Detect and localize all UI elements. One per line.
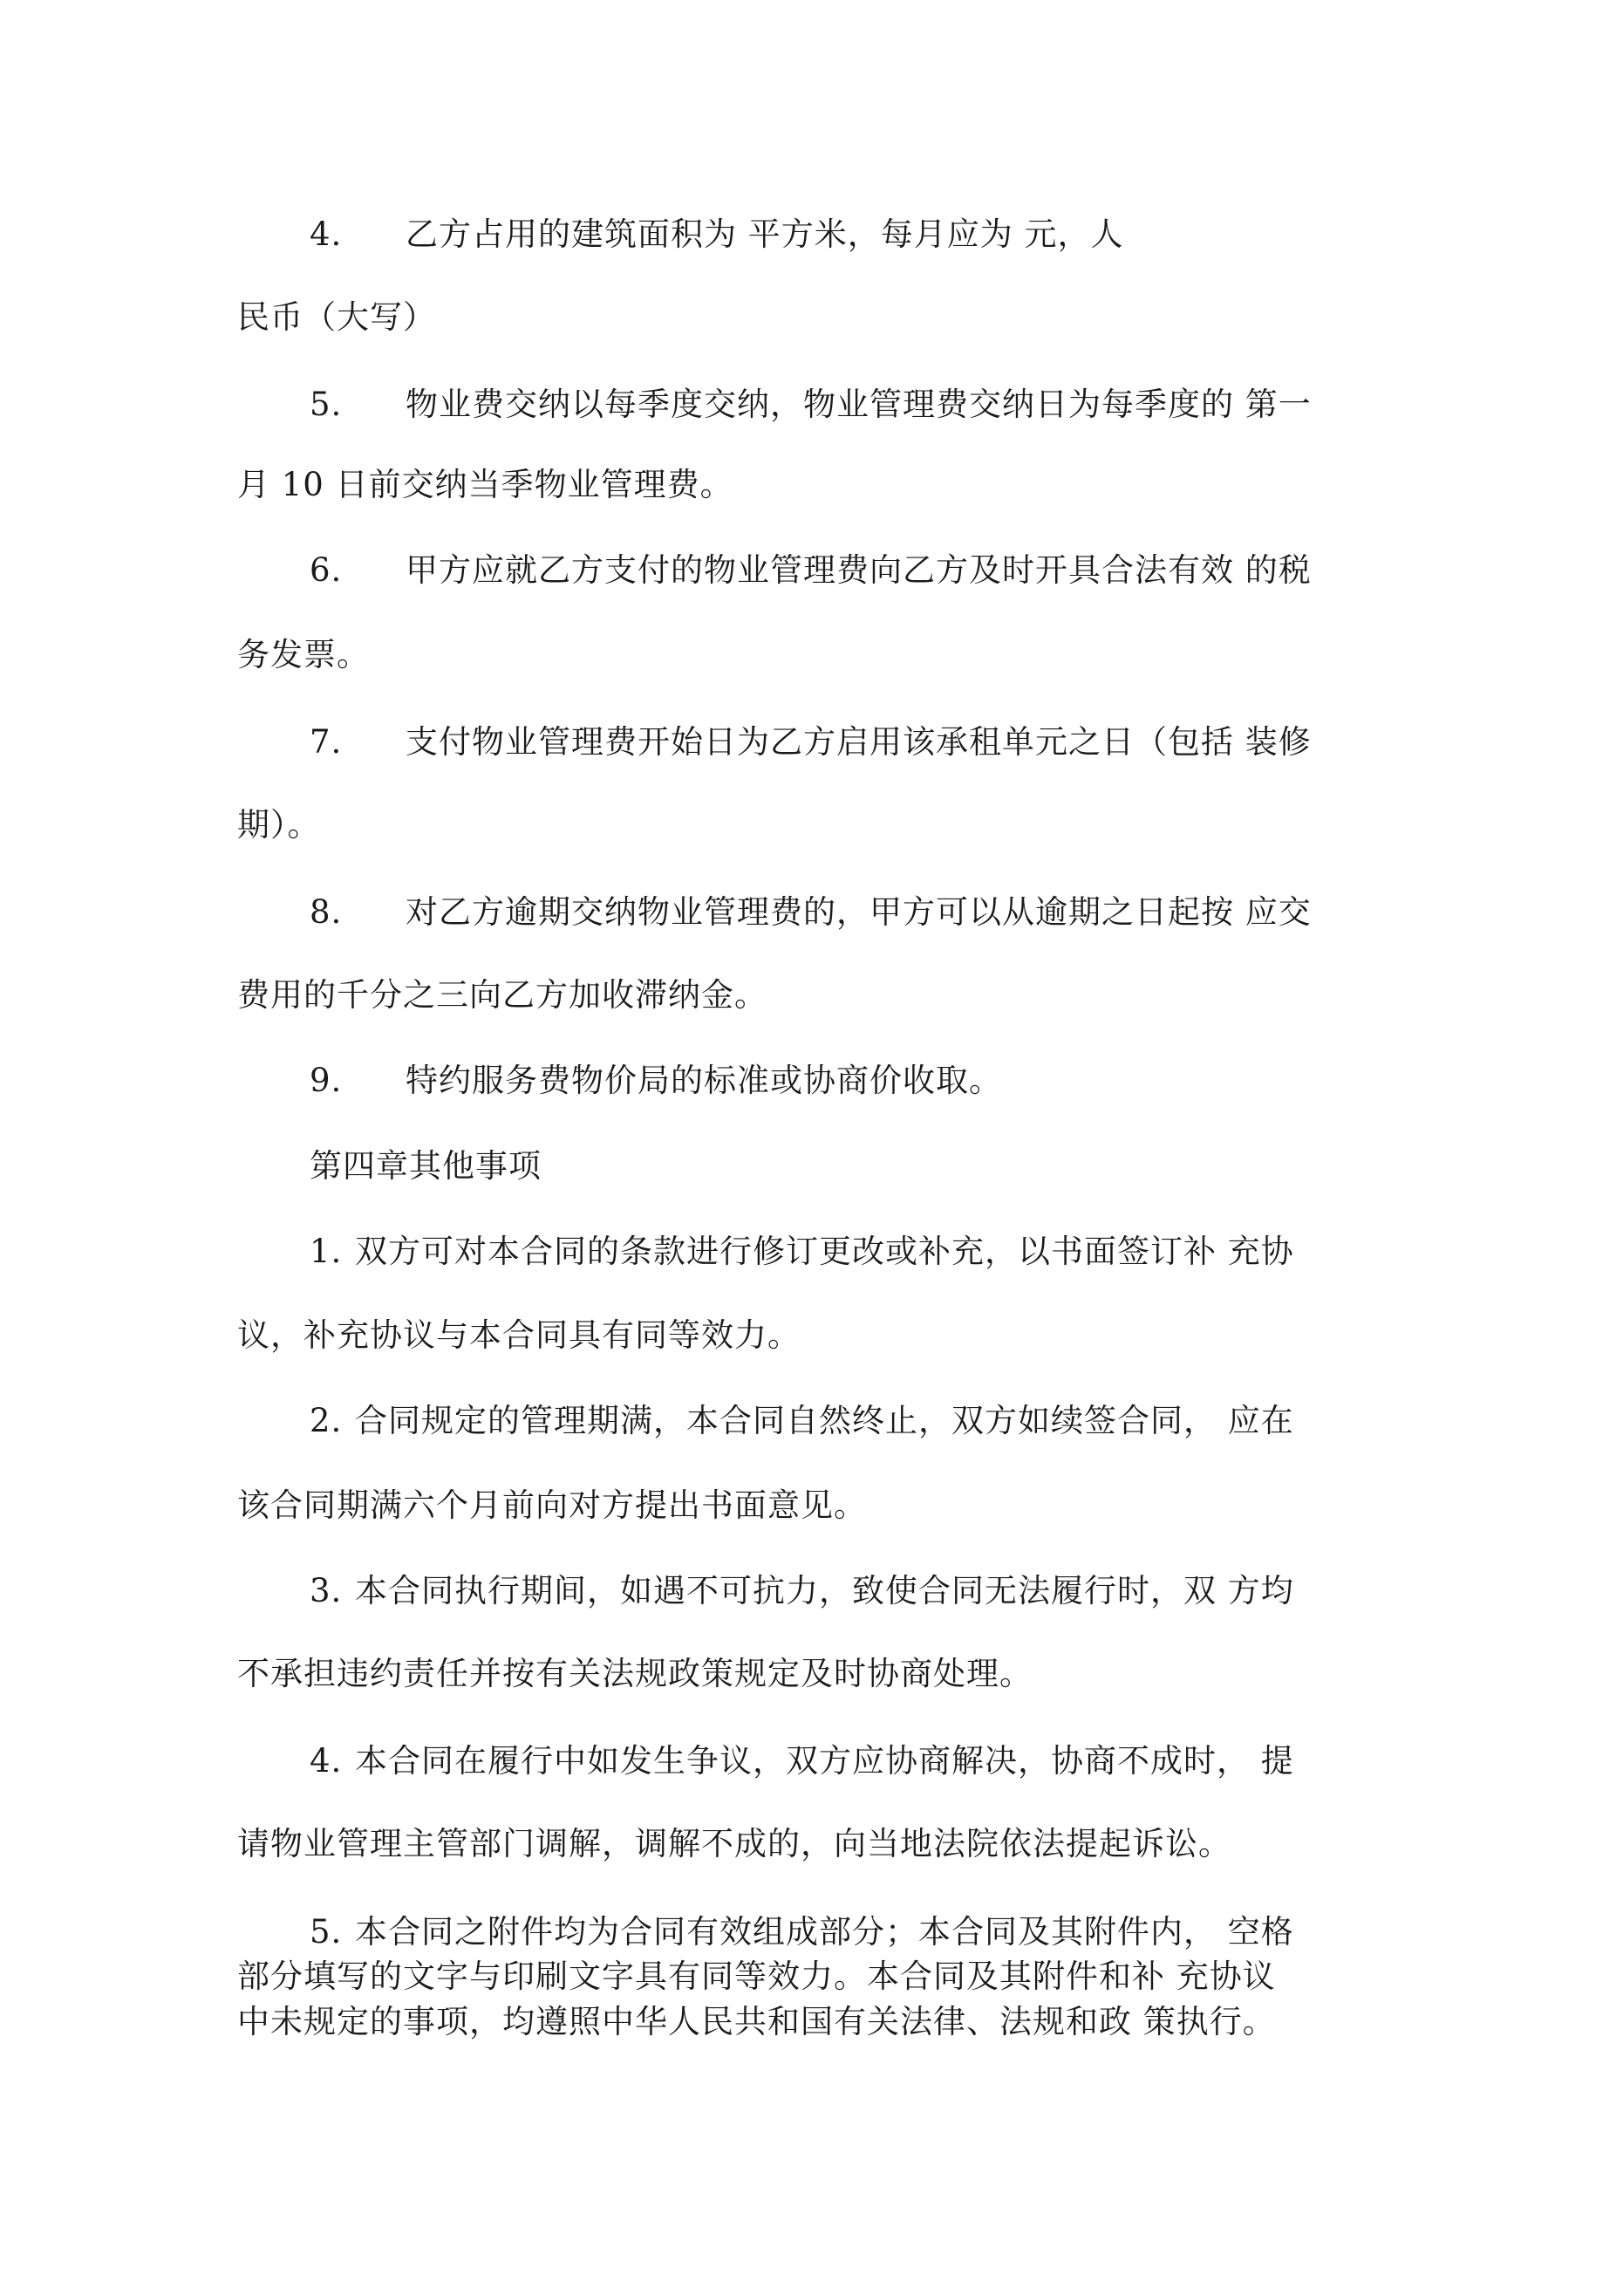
clause-text: 物业费交纳以每季度交纳，物业管理费交纳日为每季度的 第一: [406, 386, 1312, 423]
clause-text: 议，补充协议与本合同具有同等效力。: [237, 1316, 801, 1354]
clause-text: 部分填写的文字与印刷文字具有同等效力。本合同及其附件和补 充协议: [237, 1958, 1276, 1995]
clause-number: 1.: [310, 1233, 343, 1270]
clause-text: 请物业管理主管部门调解，调解不成的，向当地法院依法提起诉讼。: [237, 1825, 1231, 1862]
clause-3-7: [310, 723, 1312, 761]
clause-number: 2.: [310, 1402, 343, 1439]
clause-text: 合同规定的管理期满，本合同自然终止，双方如续签合同， 应在: [355, 1402, 1294, 1439]
clause-number: 5.: [310, 386, 343, 423]
clause-4-3: [310, 1572, 1294, 1609]
clause-3-6-cont: [237, 636, 370, 673]
clause-number: 4.: [310, 215, 343, 253]
clause-text: 期）。: [237, 806, 321, 844]
clause-3-9: [310, 1064, 1002, 1097]
clause-text: 该合同期满六个月前向对方提出书面意见。: [237, 1486, 867, 1524]
clause-3-7-cont: [237, 806, 321, 844]
clause-text: 本合同执行期间，如遇不可抗力，致使合同无法履行时，双 方均: [355, 1572, 1294, 1609]
clause-text: 对乙方逾期交纳物业管理费的，甲方可以从逾期之日起按 应交: [406, 893, 1312, 931]
clause-4-1-cont: [237, 1316, 801, 1354]
clause-4-2: [310, 1404, 1294, 1437]
clause-4-4: [310, 1742, 1294, 1780]
clause-4-2-cont: [237, 1486, 867, 1524]
clause-text: 本合同之附件均为合同有效组成部分；本合同及其附件内， 空格: [355, 1913, 1294, 1951]
clause-3-8: [310, 893, 1312, 931]
chapter-title: 第四章其他事项: [310, 1147, 542, 1185]
clause-3-4-cont: [237, 298, 436, 336]
clause-text: 中未规定的事项，均遵照中华人民共和国有关法律、法规和政 策执行。: [237, 2003, 1276, 2040]
clause-text: 双方可对本合同的条款进行修订更改或补充，以书面签订补 充协: [355, 1233, 1294, 1270]
chapter-4-heading: [310, 1147, 542, 1185]
clause-text: 民币（大写）: [237, 298, 436, 336]
clause-4-1: [310, 1235, 1294, 1268]
clause-3-4: [310, 215, 1124, 253]
clause-number: 8.: [310, 893, 343, 931]
clause-number: 3.: [310, 1572, 343, 1609]
clause-4-5: [310, 1913, 1294, 1951]
clause-4-3-cont: [237, 1657, 1033, 1690]
clause-number: 5.: [310, 1913, 343, 1951]
clause-number: 6.: [310, 551, 343, 589]
clause-text: 支付物业管理费开始日为乙方启用该承租单元之日（包括 装修: [406, 723, 1312, 761]
clause-4-4-cont: [237, 1825, 1231, 1862]
clause-3-5: [310, 386, 1312, 423]
clause-number: 7.: [310, 723, 343, 761]
clause-4-5-cont-1: [237, 1958, 1276, 1995]
clause-number: 9.: [310, 1062, 343, 1099]
clause-text: 不承担违约责任并按有关法规政策规定及时协商处理。: [237, 1655, 1033, 1692]
clause-text: 月 10 日前交纳当季物业管理费。: [237, 466, 733, 503]
clause-3-6: [310, 551, 1312, 589]
clause-text: 务发票。: [237, 636, 370, 673]
clause-3-5-cont: [237, 468, 733, 501]
clause-text: 甲方应就乙方支付的物业管理费向乙方及时开具合法有效 的税: [406, 551, 1312, 589]
clause-4-5-cont-2: [237, 2003, 1276, 2040]
clause-text: 乙方占用的建筑面积为 平方米，每月应为 元，人: [406, 215, 1124, 253]
clause-text: 本合同在履行中如发生争议，双方应协商解决，协商不成时， 提: [355, 1742, 1294, 1780]
clause-text: 特约服务费物价局的标准或协商价收取。: [406, 1062, 1002, 1099]
clause-3-8-cont: [237, 976, 767, 1014]
clause-number: 4.: [310, 1742, 343, 1780]
clause-text: 费用的千分之三向乙方加收滞纳金。: [237, 976, 767, 1014]
